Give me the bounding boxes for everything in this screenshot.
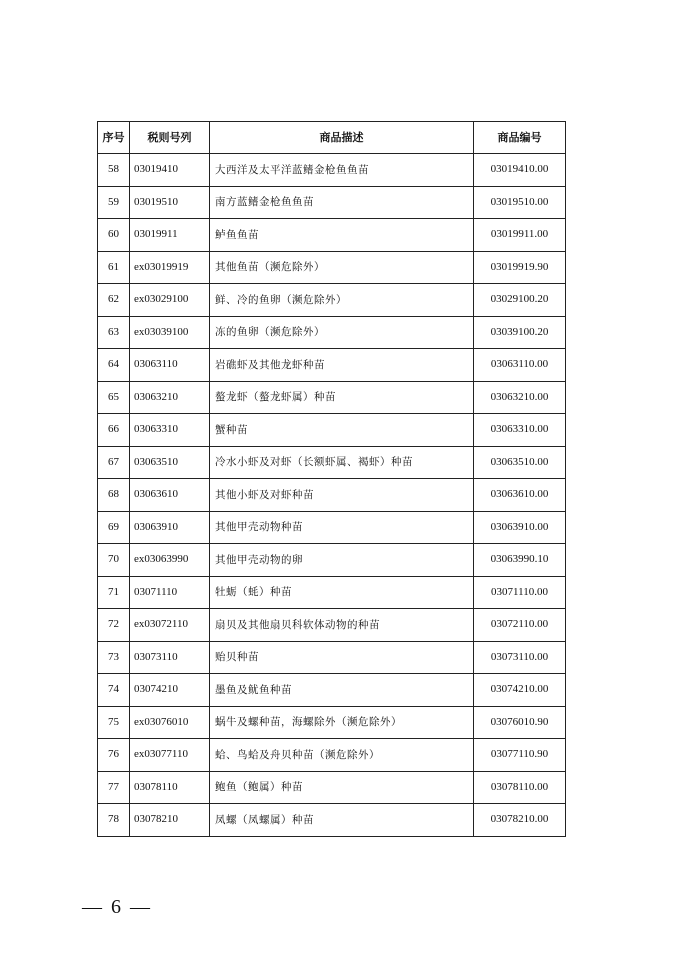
cell-tariff-code: ex03077110 <box>130 739 210 772</box>
table-row <box>98 219 566 252</box>
cell-seq: 74 <box>98 674 130 707</box>
header-commodity-number: 商品编号 <box>474 122 566 154</box>
cell-seq: 70 <box>98 544 130 577</box>
cell-seq: 61 <box>98 251 130 284</box>
table-row <box>98 251 566 284</box>
cell-commodity-number: 03063910.00 <box>474 511 566 544</box>
cell-tariff-code: 03078110 <box>130 771 210 804</box>
cell-seq: 72 <box>98 609 130 642</box>
cell-description: 蟹种苗 <box>210 414 474 447</box>
cell-seq: 64 <box>98 349 130 382</box>
cell-description: 南方蓝鳍金枪鱼鱼苗 <box>210 186 474 219</box>
cell-tariff-code: 03063210 <box>130 381 210 414</box>
table-row <box>98 544 566 577</box>
cell-description: 牡蛎（蚝）种苗 <box>210 576 474 609</box>
table-row <box>98 446 566 479</box>
table-row <box>98 609 566 642</box>
table-row <box>98 739 566 772</box>
cell-commodity-number: 03071110.00 <box>474 576 566 609</box>
cell-description: 鲜、冷的鱼卵（濒危除外） <box>210 284 474 317</box>
header-seq: 序号 <box>98 122 130 154</box>
cell-commodity-number: 03074210.00 <box>474 674 566 707</box>
cell-seq: 67 <box>98 446 130 479</box>
cell-tariff-code: 03063910 <box>130 511 210 544</box>
cell-tariff-code: 03071110 <box>130 576 210 609</box>
cell-description: 其他鱼苗（濒危除外） <box>210 251 474 284</box>
cell-tariff-code: ex03029100 <box>130 284 210 317</box>
table-row <box>98 511 566 544</box>
cell-commodity-number: 03019410.00 <box>474 154 566 187</box>
cell-tariff-code: ex03039100 <box>130 316 210 349</box>
cell-description: 大西洋及太平洋蓝鳍金枪鱼鱼苗 <box>210 154 474 187</box>
cell-commodity-number: 03063990.10 <box>474 544 566 577</box>
cell-tariff-code: 03074210 <box>130 674 210 707</box>
cell-commodity-number: 03078110.00 <box>474 771 566 804</box>
cell-tariff-code: 03019410 <box>130 154 210 187</box>
cell-tariff-code: 03063110 <box>130 349 210 382</box>
cell-seq: 77 <box>98 771 130 804</box>
cell-commodity-number: 03019919.90 <box>474 251 566 284</box>
cell-tariff-code: 03078210 <box>130 804 210 837</box>
cell-tariff-code: 03063310 <box>130 414 210 447</box>
header-tariff-code: 税则号列 <box>130 122 210 154</box>
table-row <box>98 284 566 317</box>
cell-seq: 78 <box>98 804 130 837</box>
table-row <box>98 349 566 382</box>
cell-seq: 63 <box>98 316 130 349</box>
cell-commodity-number: 03063610.00 <box>474 479 566 512</box>
table-header-row <box>98 122 566 154</box>
cell-tariff-code: 03019510 <box>130 186 210 219</box>
cell-tariff-code: 03073110 <box>130 641 210 674</box>
cell-tariff-code: ex03019919 <box>130 251 210 284</box>
cell-seq: 71 <box>98 576 130 609</box>
tariff-table <box>97 121 566 837</box>
cell-description: 冷水小虾及对虾（长额虾属、褐虾）种苗 <box>210 446 474 479</box>
cell-description: 鲈鱼鱼苗 <box>210 219 474 252</box>
cell-seq: 75 <box>98 706 130 739</box>
cell-seq: 62 <box>98 284 130 317</box>
cell-tariff-code: 03063610 <box>130 479 210 512</box>
table-row <box>98 674 566 707</box>
table-row <box>98 479 566 512</box>
cell-seq: 68 <box>98 479 130 512</box>
table-row <box>98 381 566 414</box>
cell-commodity-number: 03063310.00 <box>474 414 566 447</box>
cell-description: 其他小虾及对虾种苗 <box>210 479 474 512</box>
cell-seq: 73 <box>98 641 130 674</box>
cell-tariff-code: ex03063990 <box>130 544 210 577</box>
table-row <box>98 771 566 804</box>
table-body <box>98 154 566 837</box>
cell-description: 蜗牛及螺种苗，海螺除外（濒危除外） <box>210 706 474 739</box>
cell-commodity-number: 03019510.00 <box>474 186 566 219</box>
cell-commodity-number: 03076010.90 <box>474 706 566 739</box>
table-row <box>98 576 566 609</box>
cell-description: 扇贝及其他扇贝科软体动物的种苗 <box>210 609 474 642</box>
cell-commodity-number: 03019911.00 <box>474 219 566 252</box>
cell-description: 其他甲壳动物种苗 <box>210 511 474 544</box>
cell-commodity-number: 03063110.00 <box>474 349 566 382</box>
cell-commodity-number: 03039100.20 <box>474 316 566 349</box>
cell-commodity-number: 03072110.00 <box>474 609 566 642</box>
cell-description: 贻贝种苗 <box>210 641 474 674</box>
cell-description: 冻的鱼卵（濒危除外） <box>210 316 474 349</box>
table-row <box>98 154 566 187</box>
table-row <box>98 641 566 674</box>
cell-seq: 60 <box>98 219 130 252</box>
cell-commodity-number: 03029100.20 <box>474 284 566 317</box>
cell-seq: 69 <box>98 511 130 544</box>
cell-seq: 65 <box>98 381 130 414</box>
table-row <box>98 706 566 739</box>
cell-seq: 76 <box>98 739 130 772</box>
table-row <box>98 804 566 837</box>
cell-description: 其他甲壳动物的卵 <box>210 544 474 577</box>
cell-description: 墨鱼及鱿鱼种苗 <box>210 674 474 707</box>
cell-seq: 66 <box>98 414 130 447</box>
cell-tariff-code: 03063510 <box>130 446 210 479</box>
cell-tariff-code: ex03072110 <box>130 609 210 642</box>
table-row <box>98 186 566 219</box>
header-description: 商品描述 <box>210 122 474 154</box>
table-row <box>98 316 566 349</box>
cell-commodity-number: 03073110.00 <box>474 641 566 674</box>
table-row <box>98 414 566 447</box>
cell-description: 蛤、鸟蛤及舟贝种苗（濒危除外） <box>210 739 474 772</box>
cell-seq: 59 <box>98 186 130 219</box>
cell-tariff-code: ex03076010 <box>130 706 210 739</box>
cell-commodity-number: 03078210.00 <box>474 804 566 837</box>
cell-commodity-number: 03063210.00 <box>474 381 566 414</box>
cell-tariff-code: 03019911 <box>130 219 210 252</box>
page-number: — 6 — <box>82 896 152 918</box>
cell-seq: 58 <box>98 154 130 187</box>
cell-commodity-number: 03063510.00 <box>474 446 566 479</box>
cell-commodity-number: 03077110.90 <box>474 739 566 772</box>
cell-description: 凤螺（凤螺属）种苗 <box>210 804 474 837</box>
cell-description: 岩礁虾及其他龙虾种苗 <box>210 349 474 382</box>
cell-description: 螯龙虾（螯龙虾属）种苗 <box>210 381 474 414</box>
cell-description: 鲍鱼（鲍属）种苗 <box>210 771 474 804</box>
